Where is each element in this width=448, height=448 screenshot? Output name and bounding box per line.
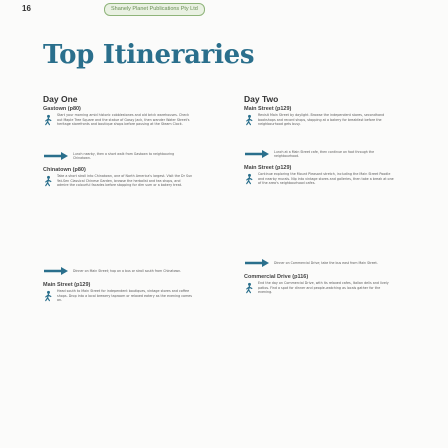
stop-title: Gastown (p80): [43, 106, 81, 112]
day-one-column: [43, 94, 193, 317]
stop-description: End the day on Commercial Drive, with its relaxed cafes, Italian delis and lively patios. Find a spot for dinner and people-watching as locals gather for the evening.: [258, 281, 389, 295]
transit-text: Lunch nearby, then a short walk from Gastown to neighbouring Chinatown.: [73, 151, 175, 160]
stop-title: Main Street (p129): [43, 282, 91, 288]
transit-note: [244, 149, 394, 159]
transit-arrow-icon: [244, 149, 270, 159]
transit-text: Dinner on Commercial Drive; take the bus east from Main Street.: [274, 260, 378, 265]
stop-title: Main Street (p129): [244, 106, 292, 112]
page-number: 16: [22, 4, 31, 13]
itinerary-stop: [244, 165, 394, 252]
page-title: Top Itineraries: [43, 40, 255, 70]
transit-text: Dinner on Main Street; hop on a bus or stroll south from Chinatown.: [73, 268, 182, 273]
transit-arrow-icon: [244, 258, 270, 268]
transit-note: [43, 151, 193, 161]
itinerary-stop: [244, 274, 394, 305]
itinerary-stop: [244, 106, 394, 143]
stop-description: Revisit Main Street by daylight. Browse the independent stores, secondhand bookshops and record shops, stopping at a bakery for breakfast before the neighbourhood gets busy.: [258, 113, 385, 127]
stop-description: Continue exploring the Mount Pleasant stretch, including the Main Street Poodle and nearby murals. Nip into vintage stores and galleries, then take a break at one of the area's neighbourhood cafes.: [258, 172, 394, 186]
itinerary-stop: [43, 106, 193, 145]
day-heading: Day Two: [244, 94, 279, 104]
stop-title: Main Street (p129): [244, 165, 292, 171]
stop-description: Head south to Main Street for independent boutiques, vintage stores and coffee shops. Drop into a local brewery taproom or relaxed eatery as the evening comes on.: [57, 289, 193, 303]
walking-person-icon: [244, 173, 255, 185]
day-heading: Day One: [43, 94, 78, 104]
stop-description: Take a short stroll into Chinatown, one of North America's largest. Visit the Dr Sun Yat-Sen Classical Chinese Garden, browse the herbalist and tea shops, and admire the colourful facades before stopping for dim sum or a bakery treat.: [57, 174, 193, 188]
walking-person-icon: [43, 114, 54, 126]
walking-person-icon: [43, 175, 54, 187]
transit-arrow-icon: [43, 266, 69, 276]
transit-note: [43, 266, 193, 276]
transit-text: Lunch at a Main Street cafe, then continue on foot through the neighbourhood.: [274, 149, 375, 158]
transit-arrow-icon: [43, 151, 69, 161]
walking-person-icon: [244, 282, 255, 294]
itinerary-stop: [43, 282, 193, 311]
stop-description: Start your morning amid historic cobblestones and old brick warehouses. Check out Maple Tree Square and the statue of Gassy Jack, then wander Water Street's heritage storefronts and boutique shops before pausing at the Steam Clock.: [57, 113, 190, 127]
stop-title: Chinatown (p80): [43, 167, 86, 173]
walking-person-icon: [43, 290, 54, 302]
walking-person-icon: [244, 114, 255, 126]
itinerary-stop: [43, 167, 193, 260]
stop-title: Commercial Drive (p116): [244, 274, 309, 280]
publisher-stamp: Shanely Planet Publications Pty Ltd: [104, 3, 205, 16]
day-two-column: [244, 94, 394, 311]
transit-note: [244, 258, 394, 268]
